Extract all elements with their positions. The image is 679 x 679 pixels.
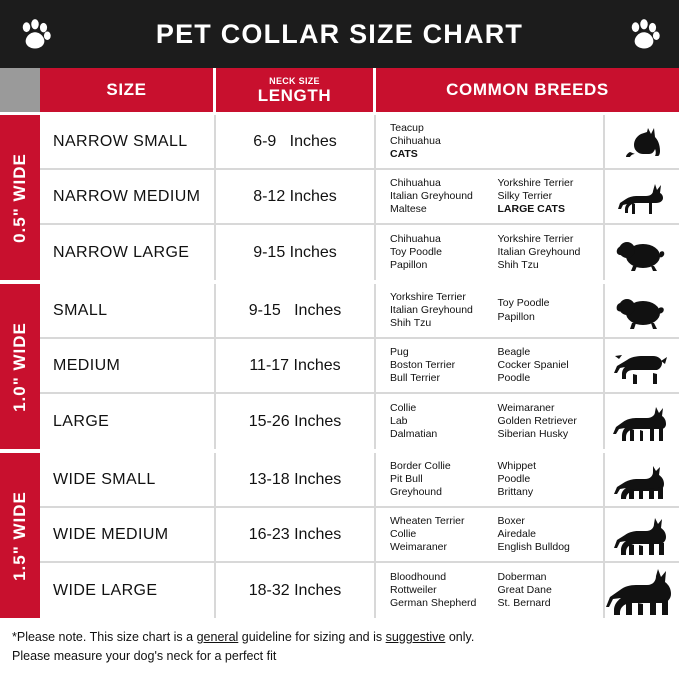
breed-column — [382, 233, 490, 272]
breed-column — [382, 177, 490, 216]
cat-silhouette-icon — [605, 115, 679, 168]
breed-name: Italian Greyhound — [390, 303, 473, 316]
breed-name: Weimaraner — [497, 401, 555, 414]
medium-dog-silhouette-icon — [605, 339, 679, 392]
cell-length: 9-15 Inches — [216, 225, 376, 280]
breed-name: Beagle — [497, 345, 531, 358]
breed-name: Bull Terrier — [390, 372, 440, 385]
breed-name: Yorkshire Terrier — [497, 176, 574, 189]
breed-name: Maltese — [390, 203, 427, 216]
cell-size: NARROW LARGE — [40, 225, 216, 280]
doberman-silhouette-icon — [605, 563, 679, 618]
breed-name: Teacup — [390, 121, 424, 134]
breed-name: Boston Terrier — [390, 358, 456, 371]
breed-name: Lab — [390, 414, 408, 427]
header-breeds: COMMON BREEDS — [376, 68, 679, 112]
breed-name: Great Dane — [497, 583, 552, 596]
table-row — [40, 394, 679, 449]
breed-name: Dalmatian — [390, 428, 438, 441]
breed-name: Boxer — [497, 514, 525, 527]
width-group-label-text: 0.5" WIDE — [10, 152, 29, 243]
breed-name: Yorkshire Terrier — [497, 232, 574, 245]
cell-breeds — [376, 563, 605, 618]
cell-breeds — [376, 284, 605, 337]
breed-name: Whippet — [497, 459, 537, 472]
cell-length: 9-15 Inches — [216, 284, 376, 337]
cell-length: 16-23 Inches — [216, 508, 376, 561]
breed-name: LARGE CATS — [497, 203, 565, 216]
breed-name: Silky Terrier — [497, 189, 553, 202]
width-group-label — [0, 115, 40, 280]
breed-name: CATS — [390, 148, 418, 161]
width-group — [0, 453, 679, 618]
breed-name: Collie — [390, 401, 417, 414]
cell-size: WIDE MEDIUM — [40, 508, 216, 561]
breed-column — [490, 297, 598, 323]
width-group — [0, 284, 679, 453]
breed-name: St. Bernard — [497, 597, 551, 610]
table-row — [40, 563, 679, 618]
breed-column — [382, 571, 490, 610]
footnote-line-1: *Please note. This size chart is a general guideline for sizing and is suggestive only. — [12, 630, 475, 644]
paw-icon — [627, 17, 661, 51]
table-header-row — [0, 68, 679, 115]
breed-column — [382, 122, 490, 161]
table-row — [40, 508, 679, 563]
breed-name: Yorkshire Terrier — [390, 290, 466, 303]
breed-column — [490, 177, 598, 216]
breed-name: Shih Tzu — [497, 259, 539, 272]
breed-column — [490, 402, 598, 441]
breed-name: Greyhound — [390, 486, 442, 499]
breed-name: Italian Greyhound — [497, 245, 581, 258]
cell-size: LARGE — [40, 394, 216, 449]
breed-column — [382, 346, 490, 385]
cell-breeds — [376, 115, 605, 168]
breed-column — [382, 402, 490, 441]
breed-column — [490, 460, 598, 499]
small-dog-silhouette-icon — [605, 284, 679, 337]
cell-size: WIDE SMALL — [40, 453, 216, 506]
breed-column — [382, 515, 490, 554]
width-group-label — [0, 453, 40, 618]
cell-breeds — [376, 394, 605, 449]
breed-name: Toy Poodle — [497, 297, 550, 310]
width-group-rows — [40, 284, 679, 449]
width-group-label — [0, 284, 40, 449]
cell-breeds — [376, 508, 605, 561]
breed-name: Chihuahua — [390, 134, 441, 147]
breed-name: Weimaraner — [390, 541, 447, 554]
breed-name: Shih Tzu — [390, 317, 432, 330]
cell-length: 11-17 Inches — [216, 339, 376, 392]
table-row — [40, 284, 679, 339]
cell-length: 13-18 Inches — [216, 453, 376, 506]
cell-size: SMALL — [40, 284, 216, 337]
cell-breeds — [376, 453, 605, 506]
breed-name: Collie — [390, 527, 417, 540]
breed-name: Pug — [390, 345, 409, 358]
breed-name: Border Collie — [390, 459, 451, 472]
table-body — [0, 115, 679, 618]
cell-length: 8-12 Inches — [216, 170, 376, 223]
cell-breeds — [376, 170, 605, 223]
chihuahua-silhouette-icon — [605, 170, 679, 223]
large-dog-silhouette-icon — [605, 394, 679, 449]
breed-name: Italian Greyhound — [390, 189, 473, 202]
breed-name: Pit Bull — [390, 472, 423, 485]
width-group-rows — [40, 115, 679, 280]
breed-name: Cocker Spaniel — [497, 358, 569, 371]
paw-icon — [18, 17, 52, 51]
cell-length: 15-26 Inches — [216, 394, 376, 449]
breed-name: English Bulldog — [497, 541, 570, 554]
breed-column — [490, 233, 598, 272]
width-group — [0, 115, 679, 284]
breed-name: Chihuahua — [390, 232, 441, 245]
width-group-rows — [40, 453, 679, 618]
table-row — [40, 225, 679, 280]
page-title: PET COLLAR SIZE CHART — [155, 18, 524, 49]
toy-poodle-silhouette-icon — [605, 225, 679, 280]
table-row — [40, 453, 679, 508]
table-row — [40, 170, 679, 225]
width-group-label-text: 1.0" WIDE — [10, 321, 29, 412]
boxer-silhouette-icon — [605, 508, 679, 561]
breed-name: German Shepherd — [390, 597, 477, 610]
breed-name: Brittany — [497, 486, 534, 499]
breed-name: Rottweiler — [390, 583, 437, 596]
footnote-line-2: Please measure your dog's neck for a perfect fit — [12, 648, 277, 663]
cell-size: MEDIUM — [40, 339, 216, 392]
breed-name: Golden Retriever — [497, 414, 577, 427]
title-bar — [0, 0, 679, 68]
header-size: SIZE — [40, 68, 216, 112]
table-row — [40, 339, 679, 394]
breed-name: Papillon — [390, 259, 428, 272]
breed-column — [490, 571, 598, 610]
breed-name: Bloodhound — [390, 570, 447, 583]
cell-length: 18-32 Inches — [216, 563, 376, 618]
cell-length: 6-9 Inches — [216, 115, 376, 168]
breed-name: Toy Poodle — [390, 245, 442, 258]
breed-name: Poodle — [497, 372, 531, 385]
breed-name: Doberman — [497, 570, 547, 583]
cell-size: NARROW MEDIUM — [40, 170, 216, 223]
pitbull-silhouette-icon — [605, 453, 679, 506]
footnote — [0, 618, 679, 666]
header-length — [216, 68, 376, 112]
header-length-main: LENGTH — [257, 85, 332, 105]
breed-column — [382, 291, 490, 330]
cell-size: WIDE LARGE — [40, 563, 216, 618]
width-group-label-text: 1.5" WIDE — [10, 490, 29, 581]
breed-name: Wheaten Terrier — [390, 514, 465, 527]
breed-column — [490, 346, 598, 385]
breed-name: Siberian Husky — [497, 428, 569, 441]
cell-size: NARROW SMALL — [40, 115, 216, 168]
breed-name: Papillon — [497, 310, 535, 323]
breed-name: Poodle — [497, 472, 531, 485]
breed-column — [382, 460, 490, 499]
cell-breeds — [376, 339, 605, 392]
header-length-sub: NECK SIZE — [269, 75, 320, 86]
breed-column — [490, 515, 598, 554]
table-row — [40, 115, 679, 170]
header-corner-cell — [0, 68, 40, 112]
breed-name: Chihuahua — [390, 176, 441, 189]
cell-breeds — [376, 225, 605, 280]
breed-name: Airedale — [497, 527, 537, 540]
